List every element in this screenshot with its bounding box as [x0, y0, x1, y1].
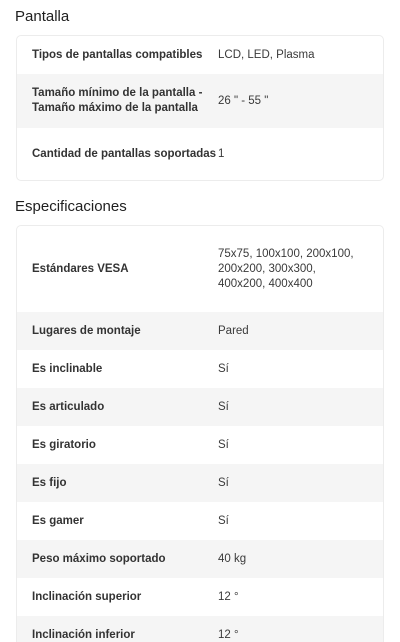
spec-table-especificaciones — [16, 225, 384, 642]
spec-value: 12 ° — [218, 628, 239, 641]
spec-row — [17, 312, 383, 350]
spec-table-pantalla — [16, 35, 384, 181]
spec-key: Peso máximo soportado — [32, 552, 166, 565]
spec-value: 40 kg — [218, 552, 247, 565]
spec-key: Es giratorio — [32, 438, 96, 451]
section-title-pantalla: Pantalla — [15, 8, 70, 25]
spec-row — [17, 540, 383, 578]
spec-value: Sí — [218, 362, 229, 375]
spec-row — [17, 74, 383, 128]
spec-key: Es fijo — [32, 476, 67, 489]
spec-key: Estándares VESA — [32, 262, 129, 275]
spec-key: Es inclinable — [32, 362, 103, 375]
spec-value: Sí — [218, 476, 229, 489]
spec-key: Tamaño mínimo de la pantalla - Tamaño máximo de la pantalla — [32, 87, 203, 114]
spec-value: 75x75, 100x100, 200x100, 200x200, 300x300, 400x200, 400x400 — [218, 247, 354, 290]
spec-row — [17, 128, 383, 180]
section-title-especificaciones: Especificaciones — [15, 198, 127, 215]
spec-row — [17, 616, 383, 642]
spec-row — [17, 464, 383, 502]
spec-row — [17, 226, 383, 312]
spec-row — [17, 426, 383, 464]
spec-key: Tipos de pantallas compatibles — [32, 48, 203, 61]
spec-row — [17, 36, 383, 74]
spec-value: Pared — [218, 324, 249, 337]
spec-key: Lugares de montaje — [32, 324, 141, 337]
spec-value: LCD, LED, Plasma — [218, 48, 315, 61]
spec-value: Sí — [218, 438, 229, 451]
spec-value: 12 ° — [218, 590, 239, 603]
spec-value: Sí — [218, 514, 229, 527]
spec-key: Inclinación superior — [32, 590, 142, 603]
spec-row — [17, 388, 383, 426]
spec-row — [17, 502, 383, 540]
spec-row — [17, 578, 383, 616]
spec-key: Es articulado — [32, 400, 105, 413]
spec-value: 26 " - 55 " — [218, 94, 269, 107]
spec-row — [17, 350, 383, 388]
spec-key: Cantidad de pantallas soportadas — [32, 147, 217, 160]
spec-value: Sí — [218, 400, 229, 413]
spec-value: 1 — [218, 147, 225, 160]
spec-key: Es gamer — [32, 514, 84, 527]
spec-key: Inclinación inferior — [32, 628, 135, 641]
